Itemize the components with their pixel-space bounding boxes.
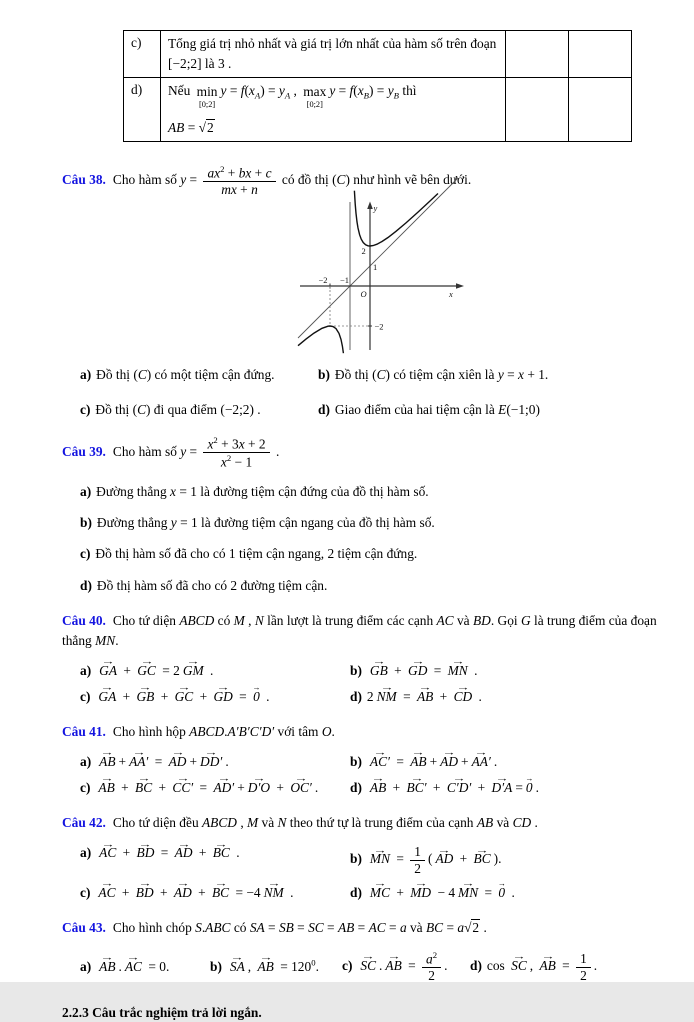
options-40	[62, 658, 664, 706]
option-a: a) GA → + GC → = 2 GM → .	[80, 658, 350, 680]
table-row-d	[124, 78, 632, 142]
question-38	[62, 164, 664, 419]
section-heading: 2.2.3 Câu trắc nghiệm trả lời ngắn.	[62, 1004, 262, 1020]
option-a: a) AB → + AA′ → = AD → + DD′ → .	[80, 749, 350, 771]
option-b: b) SA → , AB → = $120^0$.	[210, 954, 342, 977]
option-a: a) Đồ thị (C) có một tiệm cận đứng.	[80, 367, 275, 383]
question-label: Câu 39.	[62, 443, 106, 459]
option-d: d) AB → + BC′ → + C′D′ → + D′A → = 0 → .	[350, 775, 664, 797]
statement-cell	[161, 78, 506, 142]
question-40	[62, 611, 664, 706]
option-b: b) Đồ thị (C) có tiệm cận xiên là y = x + 1.	[318, 367, 549, 383]
question-41	[62, 722, 664, 797]
question-39	[62, 435, 664, 594]
empty-cell	[569, 78, 632, 142]
question-stem: Cho hình chóp S.ABC có SA = SB = SC = AB = AC = a và BC = a√2 .	[112, 920, 487, 936]
option-c: c) Đồ thị (C) đi qua điểm (−2;2) .	[80, 402, 261, 418]
question-stem: Cho hình hộp ABCD.A′B′C′D′ với tâm O.	[112, 724, 335, 740]
options-41	[62, 749, 664, 797]
tick-label-y2: 2	[361, 246, 366, 257]
statement-line-2: AB = √2	[168, 119, 214, 135]
options-39	[62, 479, 664, 594]
option-d: d) Giao điểm của hai tiệm cận là E(−1;0)	[318, 402, 540, 418]
slant-asymptote	[298, 178, 458, 338]
table-row-c	[124, 31, 632, 78]
options-42	[62, 840, 664, 902]
x-axis-arrow	[456, 283, 464, 289]
y-axis-label: y	[373, 203, 378, 214]
option-a: a) AB → . AC → = 0.	[80, 954, 210, 976]
option-d: d) MC → + MD → − 4 MN → = 0 → .	[350, 880, 664, 902]
statement-line-1: Nếu min [0;2] $y = f(x_A) = y_A$ , max [0;2] $y = f(x_B) = y_B$ thì	[168, 83, 417, 109]
origin-label: O	[360, 289, 367, 300]
option-b: b) Đường thẳng y = 1 là đường tiệm cận ngang của đồ thị hàm số.	[80, 515, 435, 531]
question-stem: Cho hàm số y = $\frac{x^2 + 3x + 2}{x^2 - 1}$ .	[112, 435, 280, 470]
question-stem: Cho tứ diện đều ABCD , M và N theo thứ tự là trung điểm của cạnh AB và CD .	[112, 815, 538, 831]
option-c: c) AB → + BC → + CC′ → = AD′ → + D′O → + OC′ → .	[80, 775, 350, 797]
options-38	[62, 362, 664, 419]
row-label: c)	[124, 31, 161, 78]
option-b: b) MN → = $\frac{1}{2}$ ( AD → + BC → ).	[350, 840, 664, 876]
tick-label-y1: 1	[373, 262, 378, 273]
question-label: Câu 42.	[62, 815, 106, 831]
question-label: Câu 43.	[62, 920, 106, 936]
tick-label-ym2: −2	[374, 321, 384, 332]
options-43	[62, 946, 664, 983]
option-d: d) cos SC → , AB → = $\frac{1}{2}$ .	[470, 947, 664, 983]
option-c: c) SC → . AB → = $\frac{a^2}{2}$ .	[342, 946, 470, 983]
option-a: a) Đường thẳng x = 1 là đường tiệm cận đứng của đồ thị hàm số.	[80, 484, 429, 500]
function-graph	[298, 200, 664, 352]
question-42	[62, 813, 664, 902]
option-c: c) GA → + GB → + GC → + GD → = 0 → .	[80, 684, 350, 706]
empty-cell	[506, 31, 569, 78]
question-label: Câu 41.	[62, 724, 106, 740]
option-b: b) GB → + GD → = MN → .	[350, 658, 664, 680]
option-c: c) AC → + BD → + AD → + BC → = −4 NM → .	[80, 880, 350, 902]
empty-cell	[506, 78, 569, 142]
statement-cell: Tổng giá trị nhỏ nhất và giá trị lớn nhất của hàm số trên đoạn [−2;2] là 3 .	[161, 31, 506, 78]
option-a: a) AC → + BD → = AD → + BC → .	[80, 840, 350, 876]
option-c: c) Đồ thị hàm số đã cho có 1 tiệm cận ngang, 2 tiệm cận đứng.	[80, 546, 418, 562]
answer-table	[123, 30, 632, 142]
empty-cell	[569, 31, 632, 78]
option-d: d) Đồ thị hàm số đã cho có 2 đường tiệm cận.	[80, 577, 328, 593]
x-axis-label: x	[449, 289, 453, 300]
question-label: Câu 38.	[62, 171, 106, 187]
curve-lower-branch	[298, 326, 343, 353]
option-d: d) 2 NM → = AB → + CD → .	[350, 684, 664, 706]
tick-label-xm1: −1	[340, 275, 350, 286]
row-label: d)	[124, 78, 161, 142]
question-label: Câu 40.	[62, 612, 106, 628]
curve-upper-branch	[354, 191, 438, 246]
question-stem: Cho hàm số y = $\frac{ax^2 + bx + c}{mx + n}$ có đồ thị (C) như hình vẽ bên dưới.	[112, 164, 472, 197]
y-axis-arrow	[367, 202, 373, 210]
tick-label-xm2: −2	[318, 275, 328, 286]
question-stem: Cho tứ diện ABCD có M , N lần lượt là trung điểm các cạnh AC và BD. Gọi G là trung điểm của đoạn thẳng MN.	[62, 612, 657, 648]
question-43	[62, 918, 664, 983]
option-b: b) AC′ → = AB → + AD → + AA′ → .	[350, 749, 664, 771]
